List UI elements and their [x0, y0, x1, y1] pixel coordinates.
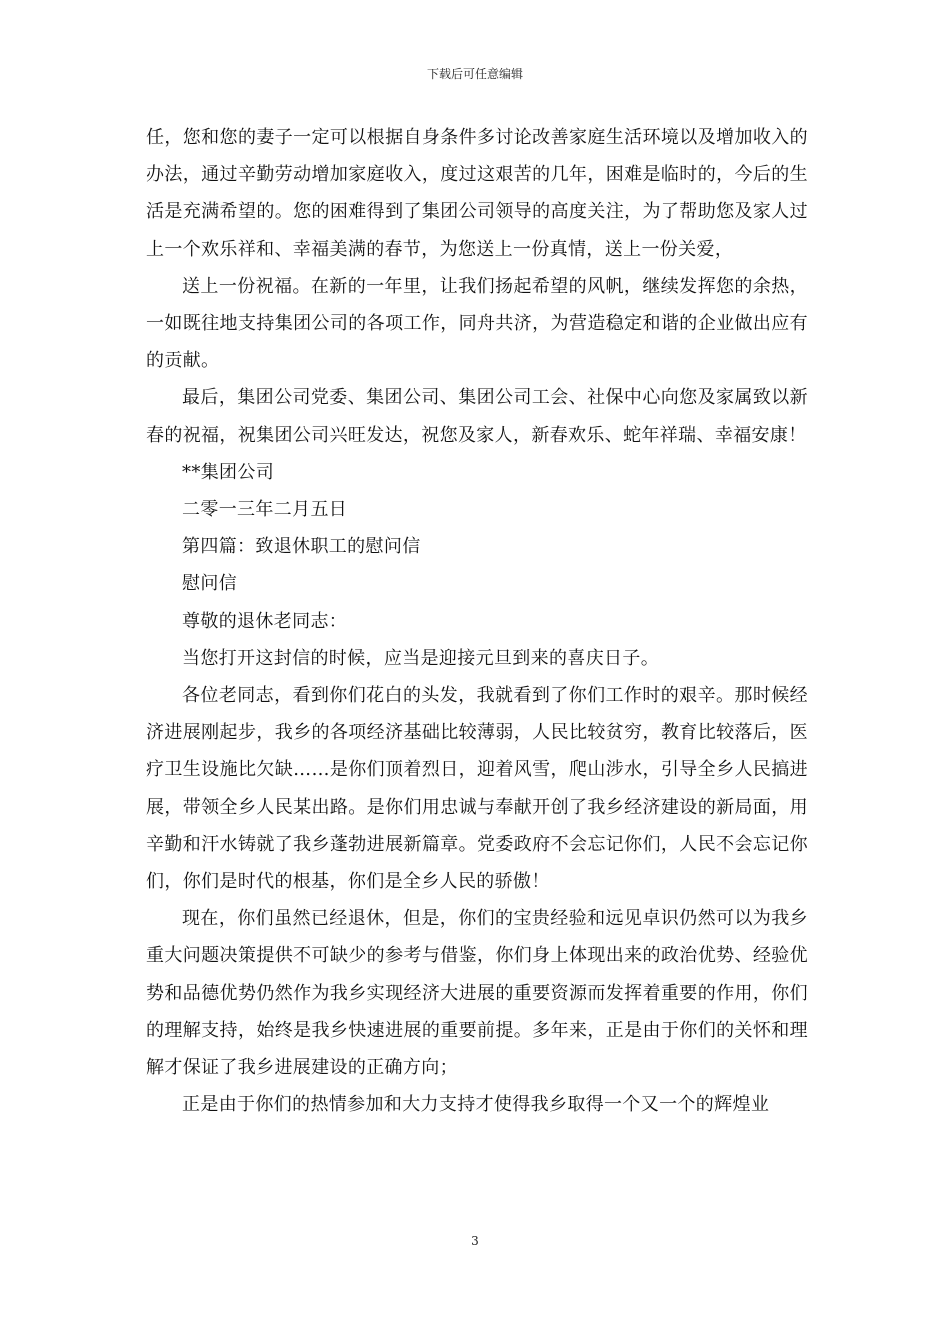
paragraph-history: 各位老同志，看到你们花白的头发，我就看到了你们工作时的艰辛。那时候经济进展刚起步，我乡的各项经济基础比较薄弱，人民比较贫穷，教育比较落后，医疗卫生设施比欠缺……是你们顶着烈日，迎着风雪，爬山涉水，引导全乡人民搞进展，带领全乡人民某出路。是你们用忠诚与奉献开创了我乡经济建设的新局面，用辛勤和汗水铸就了我乡蓬勃进展新篇章。党委政府不会忘记你们，人民不会忘记你们，你们是时代的根基，你们是全乡人民的骄傲！ — [146, 685, 808, 893]
paragraph-blessing: 送上一份祝福。在新的一年里，让我们扬起希望的风帆，继续发挥您的余热，一如既往地支持集团公司的各项工作，同舟共济，为营造稳定和谐的企业做出应有的贡献。 — [146, 275, 808, 372]
letter-salutation: 尊敬的退休老同志： — [182, 610, 348, 632]
paragraph-closing-wishes: 最后，集团公司党委、集团公司、集团公司工会、社保中心向您及家属致以新春的祝福，祝集团公司兴旺发达，祝您及家人，新春欢乐、蛇年祥瑞、幸福安康！ — [146, 387, 808, 446]
paragraph-continuation: 任，您和您的妻子一定可以根据自身条件多讨论改善家庭生活环境以及增加收入的办法，通过辛勤劳动增加家庭收入，度过这艰苦的几年，困难是临时的，今后的生活是充满希望的。您的困难得到了集团公司领导的高度关注，为了帮助您及家人过上一个欢乐祥和、幸福美满的春节，为您送上一份真情，送上一份关爱， — [146, 127, 808, 260]
document-body — [146, 119, 808, 1123]
letter-title: 慰问信 — [182, 573, 238, 595]
paragraph-present: 现在，你们虽然已经退休，但是，你们的宝贵经验和远见卓识仍然可以为我乡重大问题决策提供不可缺少的参考与借鉴，你们身上体现出来的政治优势、经验优势和品德优势仍然作为我乡实现经济大进展的重要资源而发挥着重要的作用，你们的理解支持，始终是我乡快速进展的重要前提。多年来，正是由于你们的关怀和理解才保证了我乡进展建设的正确方向； — [146, 908, 808, 1079]
signature-date: 二零一三年二月五日 — [182, 499, 348, 521]
signature-company: **集团公司 — [182, 461, 275, 483]
page-header: 下载后可任意编辑 — [426, 67, 523, 81]
section-heading: 第四篇：致退休职工的慰问信 — [182, 536, 421, 558]
paragraph-continuing: 正是由于你们的热情参加和大力支持才使得我乡取得一个又一个的辉煌业 — [182, 1094, 770, 1116]
paragraph-opening: 当您打开这封信的时候，应当是迎接元旦到来的喜庆日子。 — [182, 647, 660, 669]
page-number: 3 — [471, 1234, 479, 1248]
